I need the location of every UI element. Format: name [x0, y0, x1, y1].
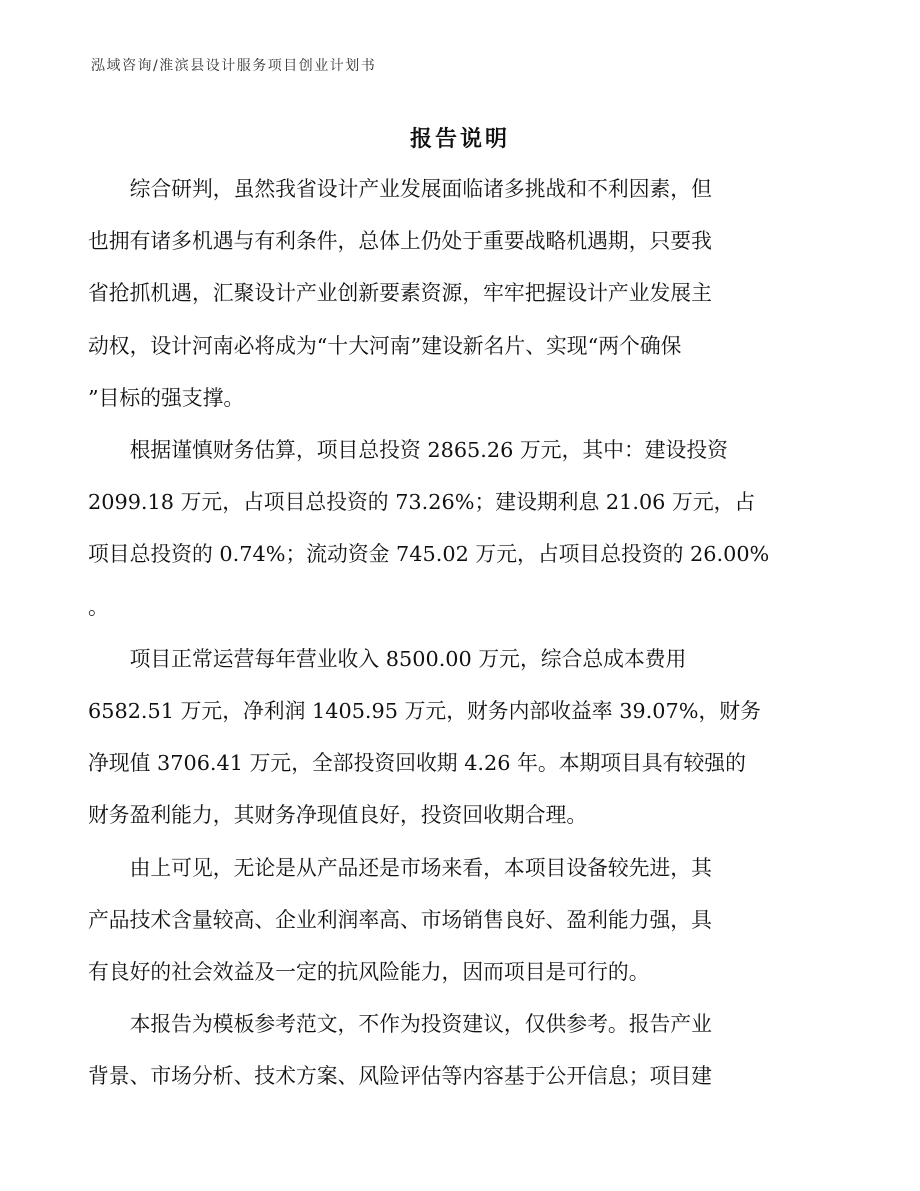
text-line: 动权，设计河南必将成为“十大河南”建设新名片、实现“两个确保	[88, 333, 682, 358]
text-line: 项目正常运营每年营业收入 8500.00 万元，综合总成本费用	[129, 646, 687, 671]
text-line: 有良好的社会效益及一定的抗风险能力，因而项目是可行的。	[88, 960, 650, 985]
text-line: 本报告为模板参考范文，不作为投资建议，仅供参考。报告产业	[129, 1012, 712, 1037]
paragraph-assessment	[88, 163, 828, 424]
text-line: 省抢抓机遇，汇聚设计产业创新要素资源，牢牢把握设计产业发展主	[88, 281, 712, 306]
paragraph-investment	[88, 424, 828, 633]
text-line: 也拥有诸多机遇与有利条件，总体上仍处于重要战略机遇期，只要我	[88, 229, 712, 254]
text-line: 6582.51 万元，净利润 1405.95 万元，财务内部收益率 39.07%，财务	[88, 699, 761, 724]
text-line: 由上可见，无论是从产品还是市场来看，本项目设备较先进，其	[129, 855, 712, 880]
paragraph-financials	[88, 633, 828, 842]
text-line: 财务盈利能力，其财务净现值良好，投资回收期合理。	[88, 803, 588, 828]
text-line: 产品技术含量较高、企业利润率高、市场销售良好、盈利能力强，具	[88, 907, 712, 932]
running-header: 泓域咨询/淮滨县设计服务项目创业计划书	[91, 58, 377, 74]
document-body	[88, 163, 828, 1103]
text-line: 根据谨慎财务估算，项目总投资 2865.26 万元，其中：建设投资	[129, 438, 728, 463]
text-line: 背景、市场分析、技术方案、风险评估等内容基于公开信息；项目建	[88, 1064, 712, 1089]
text-line: ”目标的强支撑。	[88, 385, 245, 410]
text-line: 。	[88, 594, 109, 619]
text-line: 净现值 3706.41 万元，全部投资回收期 4.26 年。本期项目具有较强的	[88, 751, 746, 776]
page-title: 报告说明	[409, 127, 510, 152]
text-line: 2099.18 万元，占项目总投资的 73.26%；建设期利息 21.06 万元，占	[88, 490, 756, 515]
paragraph-feasibility	[88, 842, 828, 999]
paragraph-disclaimer	[88, 998, 828, 1102]
text-line: 综合研判，虽然我省设计产业发展面临诸多挑战和不利因素，但	[129, 177, 712, 201]
text-line: 项目总投资的 0.74%；流动资金 745.02 万元，占项目总投资的 26.00%	[88, 542, 770, 567]
